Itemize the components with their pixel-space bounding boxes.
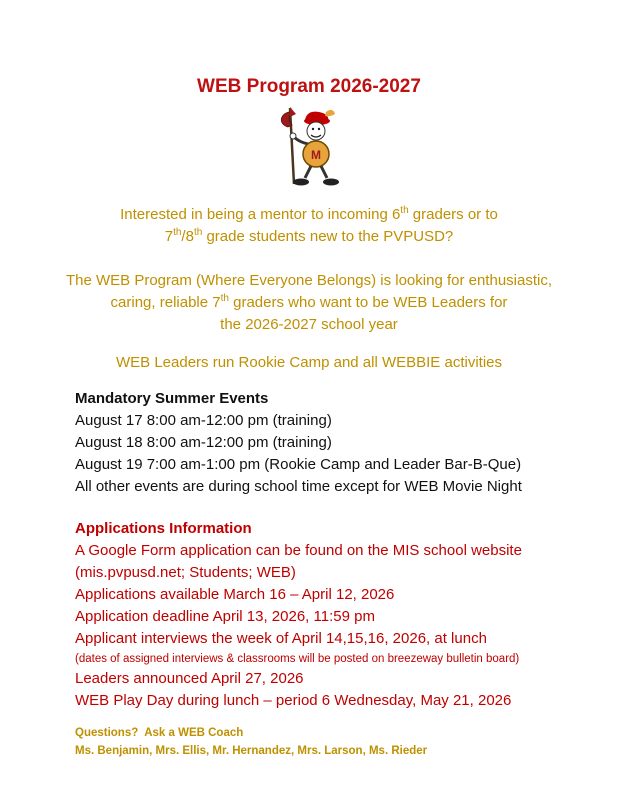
summer-event-line: All other events are during school time except for WEB Movie Night <box>75 478 522 495</box>
text-segment: Interested in being a mentor to incoming 6 <box>120 206 401 223</box>
intro-line-2 <box>0 226 618 248</box>
program-line-3: the 2026-2027 school year <box>220 316 398 333</box>
mascot-container <box>0 106 618 192</box>
text-segment-sup: th <box>193 227 203 238</box>
summer-events-heading: Mandatory Summer Events <box>75 390 269 407</box>
details-section <box>75 388 568 760</box>
program-paragraph <box>0 270 618 336</box>
applications-note-line: (dates of assigned interviews & classrooms will be posted on breezeway bulletin board) <box>75 653 520 665</box>
applications-line: Applicant interviews the week of April 14,15,16, 2026, at lunch <box>75 630 487 647</box>
applications-line: Leaders announced April 27, 2026 <box>75 670 304 687</box>
text-segment: caring, reliable 7 <box>110 294 221 311</box>
summer-event-line: August 18 8:00 am-12:00 pm (training) <box>75 434 332 451</box>
applications-line: (mis.pvpusd.net; Students; WEB) <box>75 564 296 581</box>
page-title: WEB Program 2026-2027 <box>197 76 421 97</box>
questions-line: Questions? Ask a WEB Coach <box>75 727 244 739</box>
applications-line: Applications available March 16 – April 12, 2026 <box>75 586 395 603</box>
applications-heading: Applications Information <box>75 520 252 537</box>
mascot-shield-letter: M <box>311 148 321 162</box>
intro-line-1 <box>0 204 618 226</box>
text-segment-sup: th <box>400 205 409 216</box>
text-segment-sup: th <box>220 293 229 304</box>
text-segment: /8 <box>181 228 194 245</box>
summer-event-line: August 17 8:00 am-12:00 pm (training) <box>75 412 332 429</box>
text-segment: grade students new to the PVPUSD? <box>202 228 454 245</box>
intro-paragraph <box>0 204 618 248</box>
web-mascot-image <box>278 106 340 190</box>
applications-line: Application deadline April 13, 2026, 11:59 pm <box>75 608 375 625</box>
text-segment: graders who want to be WEB Leaders for <box>228 294 508 311</box>
summer-events-section <box>75 388 568 498</box>
text-segment: graders or to <box>408 206 498 223</box>
summer-event-line: August 19 7:00 am-1:00 pm (Rookie Camp and Leader Bar-B-Que) <box>75 456 522 473</box>
footer-section <box>75 724 568 760</box>
program-line-1: The WEB Program (Where Everyone Belongs) is looking for enthusiastic, <box>65 272 553 289</box>
applications-line: WEB Play Day during lunch – period 6 Wednesday, May 21, 2026 <box>75 692 512 709</box>
applications-section <box>75 518 568 712</box>
program-line-2 <box>0 292 618 314</box>
leaders-line: WEB Leaders run Rookie Camp and all WEBBIE activities <box>116 354 502 371</box>
coaches-line: Ms. Benjamin, Mrs. Ellis, Mr. Hernandez, Mrs. Larson, Ms. Rieder <box>75 745 428 757</box>
text-segment: 7 <box>164 228 174 245</box>
text-segment-sup: th <box>173 227 182 238</box>
applications-line: A Google Form application can be found on the MIS school website <box>75 542 522 559</box>
